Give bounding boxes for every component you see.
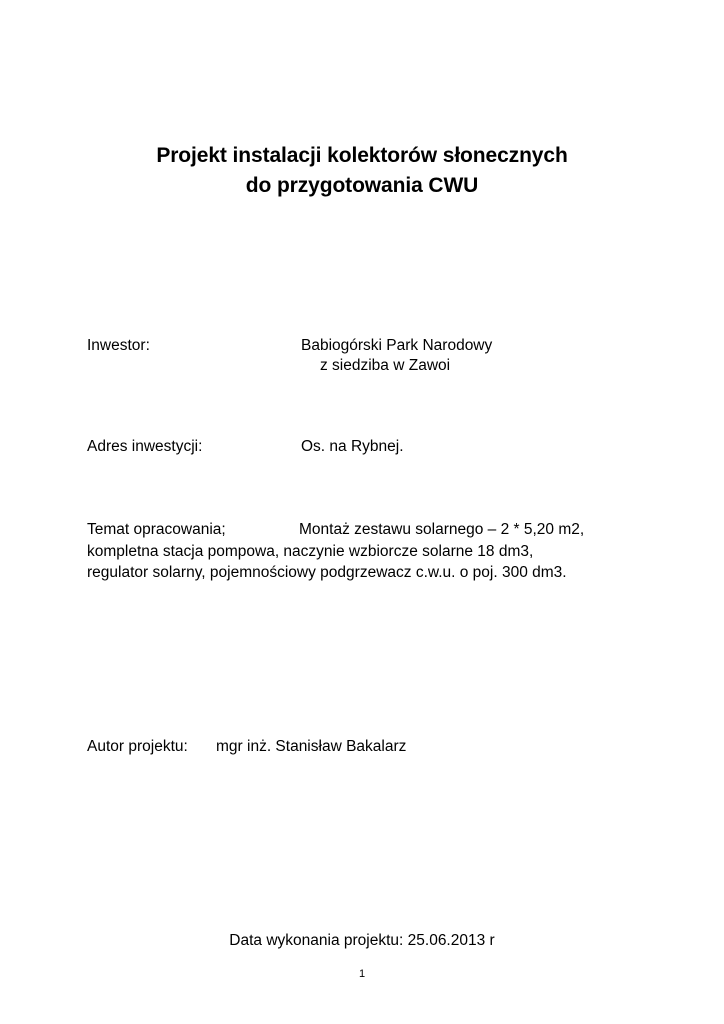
author-value: mgr inż. Stanisław Bakalarz — [216, 738, 407, 755]
page-number: 1 — [358, 968, 366, 980]
address-label: Adres inwestycji: — [87, 438, 203, 455]
investor-label: Inwestor: — [87, 337, 150, 354]
topic-value-line-1: Montaż zestawu solarnego – 2 * 5,20 m2, — [299, 521, 585, 538]
address-value: Os. na Rybnej. — [301, 438, 404, 455]
topic-line-2: kompletna stacja pompowa, naczynie wzbiorcze solarne 18 dm3, — [87, 543, 534, 560]
project-date: Data wykonania projektu: 25.06.2013 r — [229, 932, 495, 949]
investor-value-line-1: Babiogórski Park Narodowy — [301, 337, 493, 354]
document-title-line-2: do przygotowania CWU — [245, 174, 479, 197]
document-title-line-1: Projekt instalacji kolektorów słonecznych — [156, 144, 568, 167]
topic-label: Temat opracowania; — [87, 521, 226, 538]
topic-line-3: regulator solarny, pojemnościowy podgrzewacz c.w.u. o poj. 300 dm3. — [87, 564, 567, 581]
investor-value-line-2: z siedziba w Zawoi — [320, 357, 451, 374]
author-label: Autor projektu: — [87, 738, 188, 755]
